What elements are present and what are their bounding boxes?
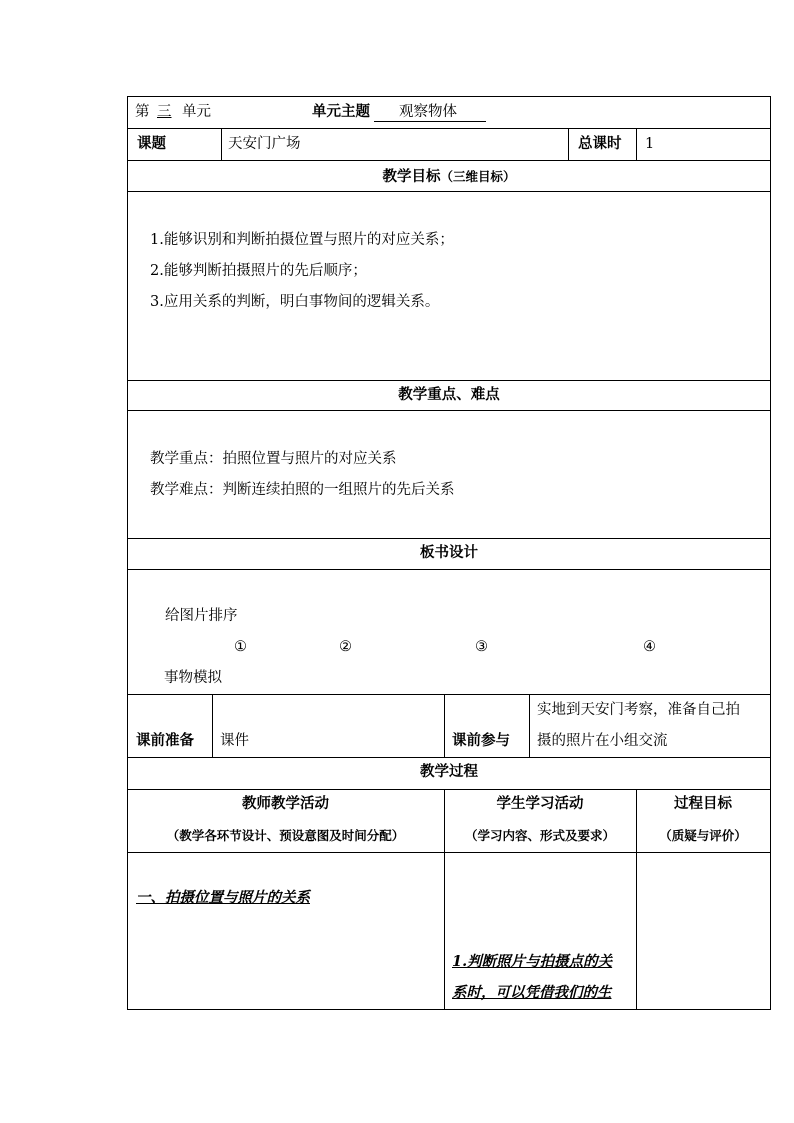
row-divider [127, 410, 771, 411]
prep-value: 课件 [220, 733, 249, 749]
objective-item: 2.能够判断拍摄照片的先后顺序； [150, 263, 367, 279]
col1-title: 教师教学活动 [242, 795, 329, 812]
row-divider [127, 160, 771, 161]
col-divider [636, 789, 637, 1009]
participation-label: 课前参与 [452, 732, 510, 749]
prep-label: 课前准备 [136, 732, 194, 749]
col-divider [568, 128, 569, 160]
theme-value-text: 观察物体 [399, 104, 457, 120]
row-divider [127, 569, 771, 570]
participation-line-2: 摄的照片在小组交流 [537, 733, 668, 749]
section-heading: 一、拍摄位置与照片的关系 [136, 889, 310, 906]
hours-label: 总课时 [578, 135, 622, 152]
col2-note: （学习内容、形式及要求） [464, 828, 615, 843]
board-marker: ① [234, 639, 247, 655]
participation-line-1: 实地到天安门考察，准备自己拍 [537, 702, 740, 718]
col2-title: 学生学习活动 [496, 795, 584, 812]
col-divider [444, 694, 445, 757]
row-divider [127, 538, 771, 539]
row-divider [127, 757, 771, 758]
col3-title: 过程目标 [674, 795, 732, 812]
student-activity-line-1: 1.判断照片与拍摄点的关 [452, 953, 613, 970]
table-border-bottom [127, 1009, 771, 1010]
col-divider [636, 128, 637, 160]
row-divider [127, 694, 771, 695]
board-marker: ② [339, 639, 352, 655]
unit-number: 三 [157, 104, 172, 120]
board-line-1: 给图片排序 [165, 608, 238, 624]
col1-note: （教学各环节设计、预设意图及时间分配） [166, 828, 405, 843]
key-focus: 教学重点：拍照位置与照片的对应关系 [150, 451, 397, 467]
row-divider [127, 380, 771, 381]
objectives-title-note: （三维目标） [440, 169, 516, 184]
key-difficulty: 教学难点：判断连续拍照的一组照片的先后关系 [150, 482, 455, 498]
topic-value: 天安门广场 [228, 136, 301, 152]
board-marker: ③ [475, 639, 488, 655]
theme-value [374, 105, 486, 122]
col3-note: （质疑与评价） [659, 828, 747, 843]
objectives-heading [127, 168, 771, 185]
col-divider [444, 789, 445, 1009]
board-title: 板书设计 [420, 544, 478, 561]
theme-label: 单元主题 [312, 103, 370, 120]
row-divider [127, 128, 771, 129]
board-marker: ④ [643, 639, 656, 655]
unit-suffix: 单元 [182, 104, 211, 120]
hours-value: 1 [645, 136, 655, 152]
col-divider [221, 128, 222, 160]
objective-item: 1.能够识别和判断拍摄位置与照片的对应关系； [150, 232, 454, 248]
table-border-top [127, 96, 771, 97]
topic-label: 课题 [137, 135, 166, 152]
key-points-title: 教学重点、难点 [398, 386, 500, 403]
col-divider [529, 694, 530, 757]
row-divider [127, 191, 771, 192]
process-title: 教学过程 [420, 763, 478, 780]
unit-prefix: 第 [135, 104, 150, 120]
row-divider [127, 789, 771, 790]
student-activity-line-2: 系时，可以凭借我们的生 [452, 984, 612, 1001]
objectives-title: 教学目标 [382, 168, 441, 185]
col-divider [212, 694, 213, 757]
board-line-3: 事物模拟 [164, 670, 222, 686]
row-divider [127, 852, 771, 853]
objective-item: 3.应用关系的判断，明白事物间的逻辑关系。 [150, 294, 440, 310]
